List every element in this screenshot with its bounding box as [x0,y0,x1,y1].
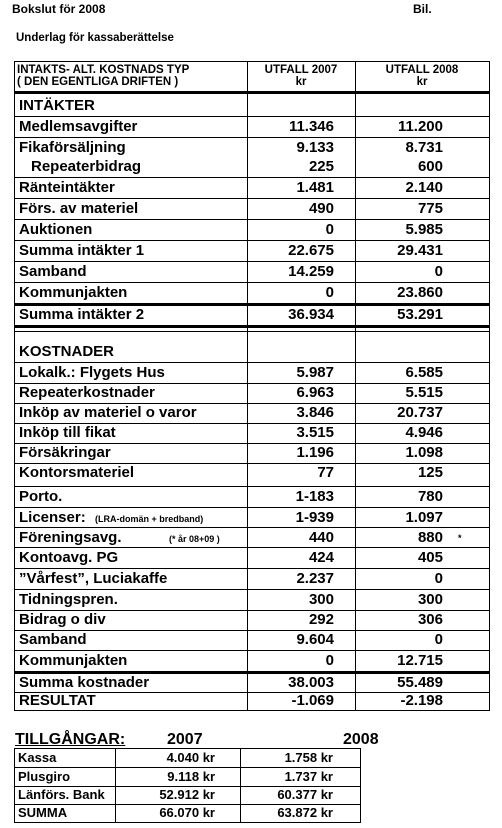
footnote-marker: * [458,533,462,543]
table-row: Kommunjakten 0 23.860 [19,284,443,301]
total-row: SUMMA 66.070 kr 63.872 kr [18,805,333,820]
table-row: Försäkringar 1.196 1.098 [19,444,443,461]
table-row: Kontoavg. PG 424 405 [19,549,443,566]
table-row: Samband 9.604 0 [19,631,443,648]
table-row: Föreningsavg. (* år 08+09 ) 440 880 * [19,529,462,546]
table-row: Lokalk.: Flygets Hus 5.987 6.585 [19,364,443,381]
assets-year-2008: 2008 [343,731,379,748]
document-subtitle: Underlag för kassaberättelse [16,32,174,44]
table-row: Medlemsavgifter 11.346 11.200 [19,118,443,135]
assets-heading: TILLGÅNGAR: [15,731,126,748]
column-header-2008: UTFALL 2008 kr [385,64,459,88]
assets-year-2007: 2007 [167,731,203,748]
header-rule [15,91,489,94]
attachment-label: Bil. [413,2,432,16]
table-row: Ränteintäkter 1.481 2.140 [19,179,443,196]
table-row: Samband 14.259 0 [19,263,443,280]
table-row: Inköp till fikat 3.515 4.946 [19,424,443,441]
table-row: Förs. av materiel 490 775 [19,200,443,217]
income-statement-table [14,61,490,711]
table-row: Kassa 4.040 kr 1.758 kr [18,750,333,765]
section-heading-kostnader: KOSTNADER [19,343,115,360]
table-row: Porto. 1-183 780 [19,488,443,505]
total-row: Summa kostnader 38.003 55.489 [19,674,443,691]
table-row: Länförs. Bank 52.912 kr 60.377 kr [18,787,333,802]
column-header-2007: UTFALL 2007 kr [264,64,338,88]
type-column-header: INTAKTS- ALT. KOSTNADS TYP ( DEN EGENTLIGA DRIFTEN ) [17,64,190,88]
table-row: Licenser: (LRA-domän + bredband) 1-939 1.097 [19,509,443,526]
total-row: Summa intäkter 2 36.934 53.291 [19,306,443,323]
table-row: Auktionen 0 5.985 [19,221,443,238]
table-row: ”Vårfest”, Luciakaffe 2.237 0 [19,570,443,587]
result-row: RESULTAT -1.069 -2.198 [19,692,443,709]
table-row: Plusgiro 9.118 kr 1.737 kr [18,769,333,784]
table-row: Tidningspren. 300 300 [19,591,443,608]
table-row: Repeaterbidrag 225 600 [31,158,443,175]
table-row: Kommunjakten 0 12.715 [19,652,443,669]
section-heading-intakter: INTÄKTER [19,97,95,114]
table-row: Kontorsmateriel 77 125 [19,464,443,481]
subtotal-row: Summa intäkter 1 22.675 29.431 [19,242,443,259]
table-row: Fikaförsäljning 9.133 8.731 [19,139,443,156]
table-row: Repeaterkostnader 6.963 5.515 [19,384,443,401]
table-row: Bidrag o div 292 306 [19,611,443,628]
table-row: Inköp av materiel o varor 3.846 20.737 [19,404,443,421]
assets-table [14,748,361,823]
document-title: Bokslut för 2008 [12,2,106,16]
